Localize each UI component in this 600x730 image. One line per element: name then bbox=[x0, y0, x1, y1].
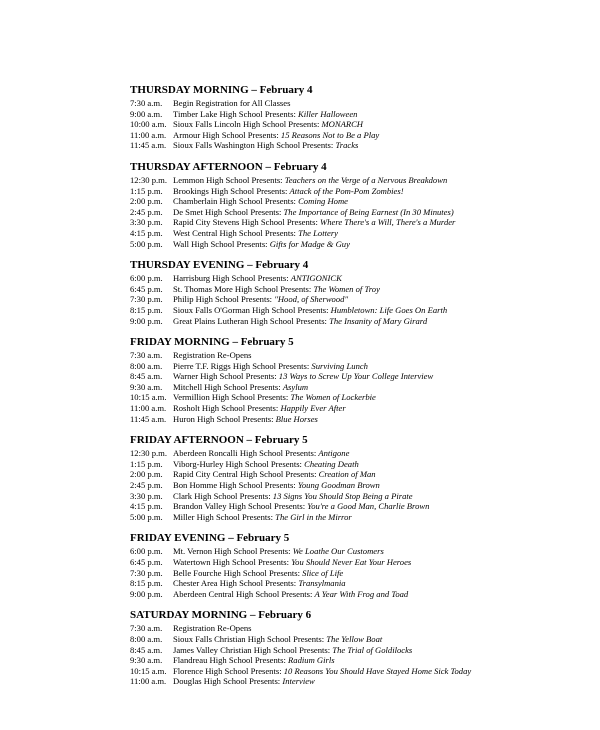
schedule-row bbox=[130, 491, 590, 502]
schedule-row bbox=[130, 175, 590, 186]
time-label: 5:00 p.m. bbox=[130, 238, 163, 249]
event-description bbox=[173, 316, 427, 327]
event-description bbox=[173, 217, 455, 228]
schedule-row bbox=[130, 589, 590, 600]
play-title: A Year With Frog and Toad bbox=[314, 588, 409, 599]
time-label: 8:45 a.m. bbox=[130, 644, 163, 655]
school-presents-text: Chester Area High School Presents: bbox=[173, 578, 299, 589]
play-title: Where There's a Will, There's a Murder bbox=[320, 217, 456, 228]
schedule-section bbox=[130, 434, 590, 522]
time-label: 9:30 a.m. bbox=[130, 381, 163, 392]
school-presents-text: Brandon Valley High School Presents: bbox=[173, 501, 308, 512]
play-title: Gifts for Madge & Guy bbox=[269, 238, 350, 249]
time-label: 7:30 a.m. bbox=[130, 623, 163, 634]
play-title: The Women of Lockerbie bbox=[290, 392, 376, 403]
school-presents-text: Huron High School Presents: bbox=[173, 413, 276, 424]
schedule-row bbox=[130, 382, 590, 393]
event-description bbox=[173, 546, 384, 557]
event-description bbox=[173, 196, 348, 207]
time-label: 8:00 a.m. bbox=[130, 360, 163, 371]
schedule-row bbox=[130, 273, 590, 284]
play-title: "Hood, of Sherwood" bbox=[274, 294, 349, 305]
play-title: Humbletown: Life Goes On Earth bbox=[330, 304, 448, 315]
play-title: You Should Never Eat Your Heroes bbox=[291, 557, 412, 567]
schedule-row bbox=[130, 316, 590, 327]
schedule-row bbox=[130, 196, 590, 207]
event-description bbox=[173, 273, 342, 284]
play-title: The Girl in the Mirror bbox=[275, 511, 352, 522]
time-label: 7:30 a.m. bbox=[130, 98, 163, 108]
time-label: 7:30 a.m. bbox=[130, 350, 163, 361]
schedule-row bbox=[130, 392, 590, 403]
schedule-row bbox=[130, 546, 590, 557]
play-title: The Insanity of Mary Girard bbox=[329, 315, 428, 326]
event-description bbox=[173, 676, 315, 687]
time-label: 4:15 p.m. bbox=[130, 227, 163, 238]
time-label: 11:00 a.m. bbox=[130, 129, 167, 140]
event-description bbox=[173, 109, 357, 120]
time-label: 5:00 p.m. bbox=[130, 511, 163, 522]
section-heading: FRIDAY AFTERNOON – February 5 bbox=[130, 434, 308, 447]
schedule-row bbox=[130, 634, 590, 645]
time-label: 2:45 p.m. bbox=[130, 206, 163, 217]
time-label: 6:00 p.m. bbox=[130, 273, 163, 284]
schedule-row bbox=[130, 350, 590, 361]
schedule-row bbox=[130, 666, 590, 677]
school-presents-text: Miller High School Presents: bbox=[173, 511, 276, 522]
school-presents-text: Begin Registration for All Classes bbox=[173, 98, 291, 108]
schedule-content bbox=[130, 84, 590, 697]
school-presents-text: Belle Fourche High School Presents: bbox=[173, 567, 303, 578]
time-label: 8:00 a.m. bbox=[130, 633, 163, 644]
schedule-section bbox=[130, 336, 590, 424]
schedule-row bbox=[130, 403, 590, 414]
school-presents-text: Rapid City Stevens High School Presents: bbox=[173, 217, 321, 228]
school-presents-text: Sioux Falls Christian High School Presents: bbox=[173, 633, 327, 644]
event-description bbox=[173, 501, 429, 512]
play-title: The Trial of Goldilocks bbox=[332, 644, 413, 655]
play-title: 13 Ways to Screw Up Your College Interview bbox=[278, 371, 434, 382]
section-heading: FRIDAY MORNING – February 5 bbox=[130, 336, 294, 349]
play-title: Radium Girls bbox=[288, 655, 335, 666]
play-title: Young Goodman Brown bbox=[297, 480, 380, 491]
event-description bbox=[173, 480, 380, 491]
schedule-row bbox=[130, 469, 590, 480]
schedule-row bbox=[130, 371, 590, 382]
event-description bbox=[173, 175, 447, 186]
time-label: 9:00 p.m. bbox=[130, 588, 163, 599]
school-presents-text: Vermillion High School Presents: bbox=[173, 392, 291, 403]
event-description bbox=[173, 589, 408, 600]
play-title: The Lottery bbox=[298, 227, 338, 238]
schedule-row bbox=[130, 480, 590, 491]
school-presents-text: Armour High School Presents: bbox=[173, 129, 281, 140]
event-description bbox=[173, 119, 363, 130]
schedule-row bbox=[130, 140, 590, 151]
schedule-row bbox=[130, 361, 590, 372]
event-description bbox=[173, 655, 335, 666]
school-presents-text: Sioux Falls O'Gorman High School Presents: bbox=[173, 304, 331, 315]
event-description bbox=[173, 98, 290, 109]
play-title: You're a Good Man, Charlie Brown bbox=[307, 501, 430, 512]
event-description bbox=[173, 228, 338, 239]
school-presents-text: Philip High School Presents: bbox=[173, 294, 275, 305]
time-label: 2:00 p.m. bbox=[130, 196, 163, 207]
time-label: 8:15 p.m. bbox=[130, 304, 163, 315]
school-presents-text: Bon Homme High School Presents: bbox=[173, 480, 298, 491]
school-presents-text: Registration Re-Opens bbox=[173, 623, 252, 634]
school-presents-text: James Valley Christian High School Presents: bbox=[173, 644, 333, 655]
schedule-row bbox=[130, 305, 590, 316]
schedule-row bbox=[130, 228, 590, 239]
play-title: Tracks bbox=[335, 140, 359, 151]
schedule-row bbox=[130, 217, 590, 228]
play-title: Killer Halloween bbox=[298, 108, 358, 119]
school-presents-text: Aberdeen Roncalli High School Presents: bbox=[173, 448, 319, 459]
play-title: Surviving Lunch bbox=[311, 360, 368, 371]
time-label: 7:30 p.m. bbox=[130, 567, 163, 578]
play-title: Cheating Death bbox=[304, 458, 359, 469]
play-title: Happily Ever After bbox=[280, 403, 346, 414]
time-label: 9:00 a.m. bbox=[130, 108, 163, 119]
play-title: Attack of the Pom-Pom Zombies! bbox=[289, 185, 404, 196]
time-label: 4:15 p.m. bbox=[130, 501, 163, 512]
play-title: Antigone bbox=[318, 448, 350, 459]
play-title: Blue Horses bbox=[275, 413, 318, 424]
school-presents-text: Great Plains Lutheran High School Presents: bbox=[173, 315, 330, 326]
schedule-row bbox=[130, 294, 590, 305]
schedule-row bbox=[130, 676, 590, 687]
time-label: 10:15 a.m. bbox=[130, 665, 167, 676]
play-title: Transylmania bbox=[298, 578, 346, 589]
schedule-row bbox=[130, 130, 590, 141]
school-presents-text: Chamberlain High School Presents: bbox=[173, 196, 299, 207]
time-label: 7:30 p.m. bbox=[130, 294, 163, 305]
time-label: 1:15 p.m. bbox=[130, 185, 163, 196]
school-presents-text: Pierre T.F. Riggs High School Presents: bbox=[173, 360, 312, 371]
event-description bbox=[173, 294, 348, 305]
event-description bbox=[173, 568, 343, 579]
event-description bbox=[173, 666, 471, 677]
event-description bbox=[173, 186, 404, 197]
schedule-row bbox=[130, 645, 590, 656]
schedule-section bbox=[130, 84, 590, 151]
school-presents-text: Mt. Vernon High School Presents: bbox=[173, 546, 293, 557]
schedule-row bbox=[130, 557, 590, 568]
time-label: 6:45 p.m. bbox=[130, 557, 163, 567]
play-title: 15 Reasons Not to Be a Play bbox=[280, 129, 380, 140]
event-description bbox=[173, 469, 376, 480]
play-title: Creation of Man bbox=[318, 469, 376, 480]
play-title: Teachers on the Verge of a Nervous Breakdown bbox=[284, 174, 448, 185]
event-description bbox=[173, 140, 358, 151]
schedule-row bbox=[130, 448, 590, 459]
section-heading: THURSDAY EVENING – February 4 bbox=[130, 259, 309, 272]
schedule-row bbox=[130, 186, 590, 197]
event-description bbox=[173, 448, 349, 459]
section-heading: FRIDAY EVENING – February 5 bbox=[130, 532, 290, 545]
time-label: 1:15 p.m. bbox=[130, 458, 163, 469]
school-presents-text: Clark High School Presents: bbox=[173, 490, 273, 501]
schedule-row bbox=[130, 512, 590, 523]
time-label: 8:15 p.m. bbox=[130, 578, 163, 589]
time-label: 2:45 p.m. bbox=[130, 480, 163, 491]
event-description bbox=[173, 239, 350, 250]
event-description bbox=[173, 361, 368, 372]
school-presents-text: St. Thomas More High School Presents: bbox=[173, 283, 314, 294]
schedule-section bbox=[130, 161, 590, 249]
play-title: We Loathe Our Customers bbox=[292, 546, 384, 557]
event-description bbox=[173, 623, 252, 634]
time-label: 6:45 p.m. bbox=[130, 283, 163, 294]
school-presents-text: Sioux Falls Washington High School Presents: bbox=[173, 140, 336, 151]
school-presents-text: Watertown High School Presents: bbox=[173, 557, 292, 567]
event-description bbox=[173, 350, 252, 361]
event-description bbox=[173, 382, 308, 393]
play-title: Interview bbox=[282, 676, 315, 687]
school-presents-text: Brookings High School Presents: bbox=[173, 185, 290, 196]
play-title: The Women of Troy bbox=[313, 283, 380, 294]
school-presents-text: Mitchell High School Presents: bbox=[173, 381, 283, 392]
section-heading: THURSDAY MORNING – February 4 bbox=[130, 84, 313, 96]
event-description bbox=[173, 459, 359, 470]
school-presents-text: De Smet High School Presents: bbox=[173, 206, 284, 217]
time-label: 6:00 p.m. bbox=[130, 546, 163, 557]
school-presents-text: Warner High School Presents: bbox=[173, 371, 279, 382]
time-label: 11:00 a.m. bbox=[130, 676, 167, 687]
event-description bbox=[173, 403, 346, 414]
time-label: 11:45 a.m. bbox=[130, 140, 167, 151]
event-description bbox=[173, 284, 380, 295]
schedule-row bbox=[130, 578, 590, 589]
play-title: 13 Signs You Should Stop Being a Pirate bbox=[272, 490, 413, 501]
schedule-row bbox=[130, 98, 590, 109]
event-description bbox=[173, 578, 346, 589]
school-presents-text: Lemmon High School Presents: bbox=[173, 174, 285, 185]
play-title: The Importance of Being Earnest (In 30 Minutes) bbox=[283, 206, 454, 217]
event-description bbox=[173, 491, 413, 502]
time-label: 3:30 p.m. bbox=[130, 490, 163, 501]
time-label: 2:00 p.m. bbox=[130, 469, 163, 480]
schedule-row bbox=[130, 501, 590, 512]
event-description bbox=[173, 512, 352, 523]
schedule-section bbox=[130, 532, 590, 599]
event-description bbox=[173, 305, 447, 316]
schedule-row bbox=[130, 414, 590, 425]
event-description bbox=[173, 645, 412, 656]
school-presents-text: Douglas High School Presents: bbox=[173, 676, 283, 687]
school-presents-text: Aberdeen Central High School Presents: bbox=[173, 588, 315, 599]
school-presents-text: Florence High School Presents: bbox=[173, 665, 284, 676]
schedule-section bbox=[130, 259, 590, 326]
schedule-row bbox=[130, 109, 590, 120]
section-heading: THURSDAY AFTERNOON – February 4 bbox=[130, 160, 327, 173]
play-title: 10 Reasons You Should Have Stayed Home Sick Today bbox=[283, 665, 472, 676]
school-presents-text: Flandreau High School Presents: bbox=[173, 655, 289, 666]
play-title: The Yellow Boat bbox=[326, 633, 383, 644]
time-label: 12:30 p.m. bbox=[130, 448, 168, 459]
time-label: 10:00 a.m. bbox=[130, 119, 167, 130]
schedule-row bbox=[130, 655, 590, 666]
event-description bbox=[173, 634, 382, 645]
play-title: MONARCH bbox=[321, 119, 364, 130]
play-title: ANTIGONICK bbox=[290, 273, 342, 284]
time-label: 9:30 a.m. bbox=[130, 655, 163, 666]
school-presents-text: Registration Re-Opens bbox=[173, 350, 252, 361]
time-label: 11:00 a.m. bbox=[130, 403, 167, 414]
play-title: Asylum bbox=[282, 381, 309, 392]
school-presents-text: Viborg-Hurley High School Presents: bbox=[173, 458, 305, 469]
school-presents-text: Timber Lake High School Presents: bbox=[173, 108, 298, 119]
event-description bbox=[173, 130, 379, 141]
time-label: 12:30 p.m. bbox=[130, 174, 168, 185]
schedule-row bbox=[130, 459, 590, 470]
schedule-section bbox=[130, 609, 590, 687]
school-presents-text: West Central High School Presents: bbox=[173, 227, 299, 238]
school-presents-text: Rapid City Central High School Presents: bbox=[173, 469, 319, 480]
event-description bbox=[173, 557, 411, 568]
time-label: 11:45 a.m. bbox=[130, 413, 167, 424]
time-label: 10:15 a.m. bbox=[130, 392, 167, 403]
event-description bbox=[173, 392, 376, 403]
school-presents-text: Rosholt High School Presents: bbox=[173, 403, 281, 414]
schedule-row bbox=[130, 239, 590, 250]
play-title: Coming Home bbox=[298, 196, 348, 207]
school-presents-text: Harrisburg High School Presents: bbox=[173, 273, 291, 284]
time-label: 9:00 p.m. bbox=[130, 315, 163, 326]
event-description bbox=[173, 414, 318, 425]
schedule-row bbox=[130, 568, 590, 579]
schedule-row bbox=[130, 119, 590, 130]
time-label: 3:30 p.m. bbox=[130, 217, 163, 228]
schedule-row bbox=[130, 284, 590, 295]
schedule-row bbox=[130, 207, 590, 218]
schedule-row bbox=[130, 623, 590, 634]
school-presents-text: Wall High School Presents: bbox=[173, 238, 270, 249]
section-heading: SATURDAY MORNING – February 6 bbox=[130, 609, 312, 622]
event-description bbox=[173, 207, 454, 218]
school-presents-text: Sioux Falls Lincoln High School Presents: bbox=[173, 119, 322, 130]
time-label: 8:45 a.m. bbox=[130, 371, 163, 382]
event-description bbox=[173, 371, 433, 382]
play-title: Slice of Life bbox=[302, 567, 344, 578]
